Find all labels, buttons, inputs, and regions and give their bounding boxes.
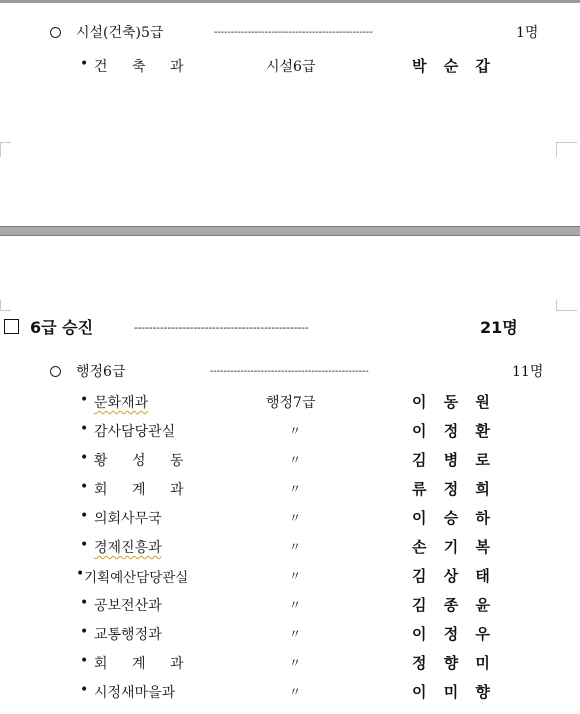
- page-separator: [0, 226, 580, 236]
- bullet: •: [80, 682, 89, 698]
- department: 시정새마을과: [94, 685, 176, 701]
- ditto-mark: 〃: [289, 685, 302, 699]
- list-item: [0, 593, 580, 619]
- person-name: 이 동 원: [412, 393, 496, 411]
- department: 회 계 과: [94, 482, 194, 498]
- ditto-mark: 〃: [289, 569, 302, 583]
- ditto-mark: 〃: [289, 540, 302, 554]
- list-item: [0, 651, 580, 677]
- ditto-mark: 〃: [289, 598, 302, 612]
- department: 경제진흥과: [94, 540, 162, 556]
- page-corner-mark: [556, 300, 577, 311]
- category-count: 1명: [516, 25, 539, 41]
- section-title: 6급 승진: [30, 318, 94, 337]
- page-corner-mark: [0, 142, 11, 157]
- person-name: 김 상 태: [412, 567, 496, 585]
- person-name: 박 순 갑: [412, 57, 496, 75]
- person-name: 이 정 환: [412, 422, 496, 440]
- grade: 행정7급: [266, 395, 316, 411]
- list-item: [0, 680, 580, 706]
- department: 교통행정과: [94, 627, 162, 643]
- page-corner-mark: [556, 142, 577, 157]
- grade: 시설6급: [266, 59, 316, 75]
- bullet: •: [80, 56, 89, 72]
- bullet: •: [80, 595, 89, 611]
- checkbox-icon: [4, 319, 19, 334]
- ditto-mark: 〃: [289, 482, 302, 496]
- ditto-mark: 〃: [289, 424, 302, 438]
- section-count: 21명: [480, 318, 518, 337]
- list-item: [0, 477, 580, 503]
- person-name: 김 종 윤: [412, 596, 496, 614]
- page-top-edge: [0, 0, 580, 3]
- list-item: [0, 535, 580, 561]
- person-name: 손 기 복: [412, 538, 496, 556]
- category-count: 11명: [512, 364, 544, 380]
- person-name: 김 병 로: [412, 451, 496, 469]
- department: 의회사무국: [94, 511, 162, 527]
- category-label: 행정6급: [76, 364, 126, 380]
- bullet: •: [80, 537, 89, 553]
- person-name: 이 미 향: [412, 683, 496, 701]
- bullet: •: [80, 653, 89, 669]
- leader-dashes: -----------------------------------------------: [210, 366, 369, 377]
- bullet: •: [76, 566, 85, 582]
- department: 감사담당관실: [94, 424, 176, 440]
- list-item: [0, 622, 580, 648]
- person-name: 이 정 우: [412, 625, 496, 643]
- department: 기획예산담당관실: [84, 570, 189, 586]
- department: 공보전산과: [94, 598, 162, 614]
- department: 건 축 과: [94, 59, 194, 75]
- bullet: •: [80, 450, 89, 466]
- list-item: [0, 419, 580, 445]
- list-item: [0, 390, 580, 416]
- page-corner-mark: [0, 300, 11, 311]
- ditto-mark: 〃: [289, 656, 302, 670]
- person-name: 류 정 희: [412, 480, 496, 498]
- ditto-mark: 〃: [289, 511, 302, 525]
- person-name: 이 승 하: [412, 509, 496, 527]
- bullet: •: [80, 479, 89, 495]
- department: 회 계 과: [94, 656, 194, 672]
- ditto-mark: 〃: [289, 627, 302, 641]
- department: 황 성 동: [94, 453, 194, 469]
- list-item: [0, 448, 580, 474]
- list-item: [0, 506, 580, 532]
- category-label: 시설(건축)5급: [76, 25, 164, 41]
- list-item: [0, 564, 580, 590]
- bullet: •: [80, 421, 89, 437]
- department: 문화재과: [94, 395, 149, 411]
- category-circle-icon: [50, 27, 61, 38]
- bullet: •: [80, 624, 89, 640]
- ditto-mark: 〃: [289, 453, 302, 467]
- leader-dashes: -----------------------------------------------: [214, 27, 373, 38]
- category-circle-icon: [50, 366, 61, 377]
- bullet: •: [80, 508, 89, 524]
- person-name: 정 향 미: [412, 654, 496, 672]
- bullet: •: [80, 392, 89, 408]
- leader-dashes: -----------------------------------------------: [134, 321, 309, 334]
- list-item: [0, 54, 580, 80]
